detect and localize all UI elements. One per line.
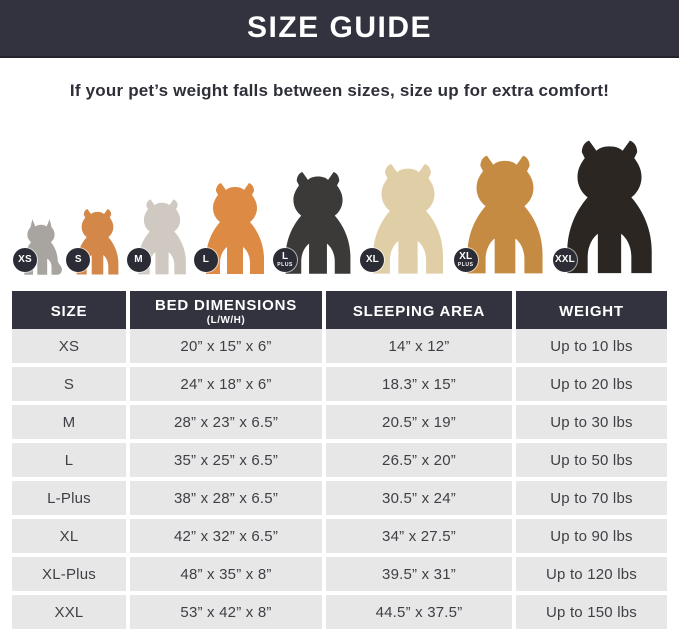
cell-sleeping-area: 14” x 12”: [326, 329, 512, 363]
cell-sleeping-area: 18.3” x 15”: [326, 367, 512, 401]
size-badge-xs: [13, 248, 37, 272]
cell-bed-dimensions: 28” x 23” x 6.5”: [130, 405, 322, 439]
badge-label: S: [74, 254, 82, 265]
cell-weight: Up to 150 lbs: [516, 595, 667, 629]
animal-golden-retriever: [457, 146, 549, 276]
animal-cat: [20, 214, 62, 276]
badge-label: XXL: [554, 254, 575, 265]
badge-sublabel: PLUS: [457, 262, 474, 268]
badge-label: L: [281, 251, 289, 262]
cell-weight: Up to 50 lbs: [516, 443, 667, 477]
cell-sleeping-area: 26.5” x 20”: [326, 443, 512, 477]
cell-sleeping-area: 30.5” x 24”: [326, 481, 512, 515]
cell-size: XL: [12, 519, 126, 553]
badge-label: XS: [18, 254, 32, 265]
cell-bed-dimensions: 35” x 25” x 6.5”: [130, 443, 322, 477]
cell-sleeping-area: 44.5” x 37.5”: [326, 595, 512, 629]
cell-size: M: [12, 405, 126, 439]
column-header-label: WEIGHT: [559, 302, 624, 320]
cell-bed-dimensions: 38” x 28” x 6.5”: [130, 481, 322, 515]
animal-border-collie: [277, 164, 356, 276]
cell-bed-dimensions: 20” x 15” x 6”: [130, 329, 322, 363]
column-header-bed-dimensions: [130, 291, 322, 331]
badge-label: XL: [365, 254, 379, 265]
animal-french-bulldog: [134, 194, 190, 276]
column-header-size: [12, 291, 126, 331]
cell-size: XL-Plus: [12, 557, 126, 591]
cell-size: XXL: [12, 595, 126, 629]
badge-sublabel: PLUS: [277, 262, 293, 268]
column-header-sleeping-area: [326, 291, 512, 331]
badge-label: L: [202, 254, 209, 265]
column-header-label: BED DIMENSIONS: [154, 296, 298, 314]
cell-weight: Up to 30 lbs: [516, 405, 667, 439]
size-badge-l-plus: [273, 248, 297, 272]
animal-labrador: [367, 156, 449, 276]
cell-size: XS: [12, 329, 126, 363]
size-table: [12, 291, 667, 629]
sizing-advice-text: If your pet’s weight falls between sizes, size up for extra comfort!: [69, 81, 610, 100]
cell-weight: Up to 70 lbs: [516, 481, 667, 515]
badge-label: XL: [459, 251, 473, 262]
cell-bed-dimensions: 42” x 32” x 6.5”: [130, 519, 322, 553]
animal-shiba-inu: [201, 176, 269, 276]
column-header-label: SLEEPING AREA: [352, 302, 486, 320]
size-badge-xl-plus: [454, 248, 478, 272]
size-badge-m: [127, 248, 151, 272]
cell-weight: Up to 120 lbs: [516, 557, 667, 591]
cell-size: L: [12, 443, 126, 477]
cell-bed-dimensions: 24” x 18” x 6”: [130, 367, 322, 401]
column-header-sublabel: (L/W/H): [206, 314, 246, 326]
animal-pomeranian: [73, 204, 122, 276]
cell-weight: Up to 20 lbs: [516, 367, 667, 401]
size-badge-xxl: [553, 248, 577, 272]
cell-size: S: [12, 367, 126, 401]
cell-sleeping-area: 34” x 27.5”: [326, 519, 512, 553]
animal-doberman: [554, 130, 659, 276]
cell-bed-dimensions: 53” x 42” x 8”: [130, 595, 322, 629]
size-guide-banner: [0, 0, 679, 58]
cell-weight: Up to 10 lbs: [516, 329, 667, 363]
cell-bed-dimensions: 48” x 35” x 8”: [130, 557, 322, 591]
badge-label: M: [134, 254, 143, 265]
cell-sleeping-area: 39.5” x 31”: [326, 557, 512, 591]
column-header-label: SIZE: [50, 302, 88, 320]
cell-sleeping-area: 20.5” x 19”: [326, 405, 512, 439]
column-header-weight: [516, 291, 667, 331]
cell-size: L-Plus: [12, 481, 126, 515]
size-badge-l: [194, 248, 218, 272]
page-title: SIZE GUIDE: [246, 11, 433, 44]
cell-weight: Up to 90 lbs: [516, 519, 667, 553]
pet-size-lineup: [20, 111, 659, 276]
